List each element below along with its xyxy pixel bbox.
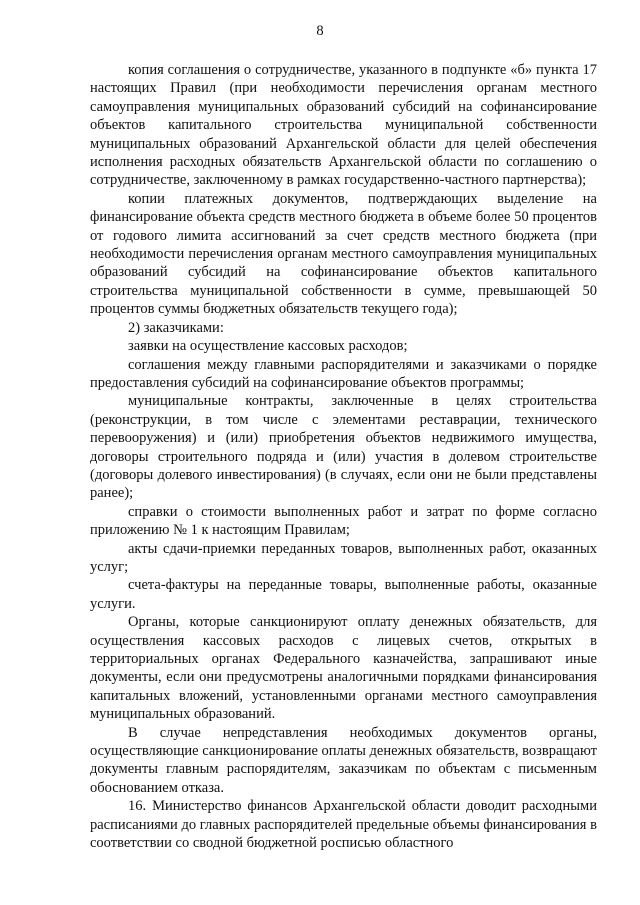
paragraph-acceptance-acts: акты сдачи-приемки переданных товаров, выполненных работ, оказанных услуг; [90,540,597,575]
paragraph-customers-heading: 2) заказчиками: [128,319,224,336]
paragraph-agreement-copy: копия соглашения о сотрудничестве, указанного в подпункте «б» пункта 17 настоящих Правил (при необходимости перечисления органам местного самоуправления муниципальных образований субсидий на софинансирование объектов капитального строительства муниципальной собственности муниципальных образований Архангельской области для целей обеспечения исполнения расходных обязательств Архангельской области по соглашению о сотрудничестве, заключенному в рамках государственно-частного партнерства); [90,62,597,189]
paragraph-authorizing-bodies: Органы, которые санкционируют оплату денежных обязательств, для осуществления кассовых расходов с лицевых счетов, открытых в территориальных органах Федерального казначейства, запрашивают иные документы, если они предусмотрены аналогичными порядками финансирования капитальных вложений, установленными органами местного самоуправления муниципальных образований. [90,614,597,723]
paragraph-clause-16: 16. Министерство финансов Архангельской области доводит расходными расписаниями до главных распорядителей предельные объемы финансирования в соответствии со сводной бюджетной росписью областного [90,798,597,852]
paragraph-document-return: В случае непредставления необходимых документов органы, осуществляющие санкционирование оплаты денежных обязательств, возвращают документы главным распорядителям, заказчикам по объектам с письменным обоснованием отказа. [90,724,597,796]
paragraph-cash-requests: заявки на осуществление кассовых расходов; [128,338,408,355]
paragraph-cost-statements: справки о стоимости выполненных работ и затрат по форме согласно приложению № 1 к настоящим Правилам; [90,503,597,539]
paragraph-subsidy-agreements: соглашения между главными распорядителями и заказчиками о порядке предоставления субсидий на софинансирование объектов программы; [90,356,597,391]
document-body [90,61,597,852]
paragraph-payment-documents: копии платежных документов, подтверждающих выделение на финансирование объекта средств местного бюджета в объеме более 50 процентов от годового лимита ассигнований за счет средств местного бюджета (при необходимости перечисления органам местного самоуправления муниципальных образований субсидий на софинансирование объектов капитального строительства муниципальной собственности в сумме, превышающей 50 процентов суммы бюджетных обязательств текущего года); [90,190,597,318]
paragraph-municipal-contracts: муниципальные контракты, заключенные в целях строительства (реконструкции, в том числе с элементами реставрации, технического перевооружения) и (или) приобретения объектов недвижимого имущества, договоры строительного подряда и (или) участия в долевом строительстве (договоры долевого инвестирования) (в случаях, если они не были представлены ранее); [90,393,597,502]
page-number: 8 [316,23,324,39]
paragraph-invoices: счета-фактуры на переданные товары, выполненные работы, оказанные услуги. [90,577,597,612]
